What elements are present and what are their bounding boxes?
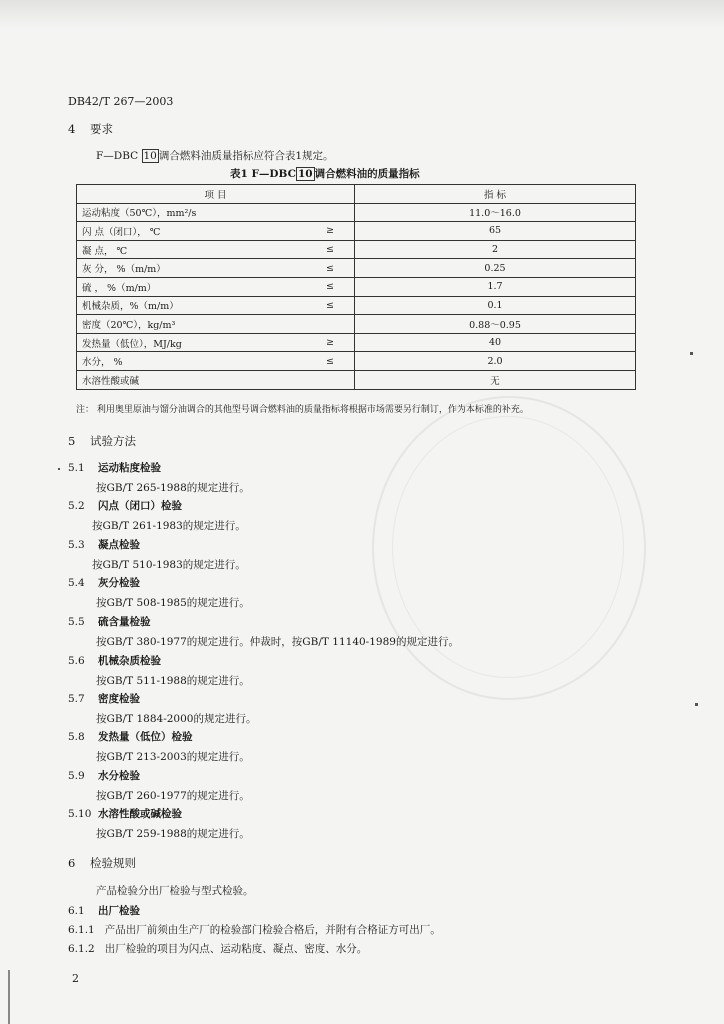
subsection-title: 水分检验 — [98, 770, 140, 782]
page-number: 2 — [72, 972, 79, 985]
intro-suffix: 调合燃料油质量指标应符合表1规定。 — [158, 150, 334, 162]
clause-number: 6.1.2 — [68, 943, 95, 955]
scan-shadow — [0, 0, 724, 28]
clause-text: 产品出厂前须由生产厂的检验部门检验合格后，并附有合格证方可出厂。 — [104, 924, 441, 936]
section-4-intro — [96, 148, 334, 163]
subsection-5-7 — [68, 691, 140, 706]
row-operator: ≤ — [306, 240, 355, 259]
subsection-5-6 — [68, 653, 161, 668]
subsection-body: 按GB/T 213-2003的规定进行。 — [96, 751, 250, 763]
row-value: 2.0 — [355, 352, 636, 371]
clause-6-1-1 — [68, 922, 441, 937]
section-6-heading — [68, 855, 136, 871]
row-item: 发热量（低位），MJ/kg — [77, 333, 307, 352]
subsection-5-2 — [68, 498, 182, 513]
subsection-5-8 — [68, 729, 193, 744]
row-item: 灰 分， %（m/m） — [77, 259, 307, 278]
subsection-number: 5.1 — [68, 462, 85, 474]
scan-edge-line — [8, 970, 10, 1024]
row-value: 0.25 — [355, 259, 636, 278]
subsection-number: 5.6 — [68, 655, 85, 667]
subsection-number: 6.1 — [68, 905, 85, 917]
table-row — [77, 203, 636, 222]
section-6-intro: 产品检验分出厂检验与型式检验。 — [96, 885, 254, 897]
subsection-title: 硫含量检验 — [98, 616, 151, 628]
table-row — [77, 333, 636, 352]
subsection-title: 灰分检验 — [98, 577, 140, 589]
subsection-number: 5.9 — [68, 770, 85, 782]
table-row — [77, 259, 636, 278]
row-value: 无 — [355, 370, 636, 389]
clause-text: 出厂检验的项目为闪点、运动粘度、凝点、密度、水分。 — [104, 943, 368, 955]
row-value: 11.0～16.0 — [355, 203, 636, 222]
row-operator: ≤ — [306, 296, 355, 315]
subsection-number: 5.8 — [68, 731, 85, 743]
row-operator — [306, 203, 355, 222]
row-value: 2 — [355, 240, 636, 259]
subsection-body: 按GB/T 508-1985的规定进行。 — [96, 597, 250, 609]
caption-suffix: 调合燃料油的质量指标 — [314, 168, 420, 180]
row-item: 密度（20℃），kg/m³ — [77, 315, 307, 334]
subsection-body: 按GB/T 265-1988的规定进行。 — [96, 482, 250, 494]
intro-prefix: F—DBC — [96, 150, 139, 162]
table-note: 注： 利用奥里原油与馏分油调合的其他型号调合燃料油的质量指标将根据市场需要另行制订，作为本标准的补充。 — [76, 405, 529, 415]
subsection-number: 5.3 — [68, 539, 85, 551]
clause-number: 6.1.1 — [68, 924, 95, 936]
subsection-body: 按GB/T 510-1983的规定进行。 — [92, 559, 246, 571]
section-5-heading — [68, 433, 136, 449]
subsection-5-5 — [68, 614, 151, 629]
subsection-body: 按GB/T 259-1988的规定进行。 — [96, 828, 250, 840]
quality-spec-table — [76, 184, 636, 390]
subsection-number: 5.2 — [68, 500, 85, 512]
row-item: 水分， % — [77, 352, 307, 371]
row-item: 硫 ， %（m/m） — [77, 277, 307, 296]
section-number: 5 — [68, 434, 76, 448]
subsection-title: 机械杂质检验 — [98, 655, 161, 667]
row-value: 40 — [355, 333, 636, 352]
table-row — [77, 222, 636, 241]
row-value: 1.7 — [355, 277, 636, 296]
table-row — [77, 240, 636, 259]
row-operator: ≥ — [306, 222, 355, 241]
subsection-title: 出厂检验 — [98, 905, 140, 917]
row-operator — [306, 370, 355, 389]
subsection-6-1 — [68, 903, 140, 918]
row-value: 0.88～0.95 — [355, 315, 636, 334]
subsection-5-10 — [68, 806, 182, 821]
row-operator: ≥ — [306, 333, 355, 352]
row-item: 凝 点， ℃ — [77, 240, 307, 259]
row-item: 水溶性酸或碱 — [77, 370, 307, 389]
section-title: 检验规则 — [89, 856, 136, 870]
subsection-body: 按GB/T 260-1977的规定进行。 — [96, 790, 250, 802]
row-operator: ≤ — [306, 352, 355, 371]
clause-6-1-2 — [68, 941, 367, 956]
subsection-body: 按GB/T 380-1977的规定进行。仲裁时，按GB/T 11140-1989的规定进行。 — [96, 636, 459, 648]
row-item: 机械杂质，%（m/m） — [77, 296, 307, 315]
subsection-title: 凝点检验 — [98, 539, 140, 551]
row-operator: ≤ — [306, 277, 355, 296]
table-row — [77, 296, 636, 315]
subsection-body: 按GB/T 1884-2000的规定进行。 — [96, 713, 257, 725]
section-title: 试验方法 — [89, 434, 136, 448]
subsection-number: 5.5 — [68, 616, 85, 628]
section-number: 4 — [68, 122, 76, 136]
subsection-number: 5.4 — [68, 577, 85, 589]
header-spec: 指 标 — [355, 185, 636, 204]
document-code: DB42/T 267—2003 — [68, 95, 174, 108]
section-number: 6 — [68, 856, 76, 870]
subsection-body: 按GB/T 511-1988的规定进行。 — [96, 675, 250, 687]
subsection-title: 运动粘度检验 — [98, 462, 161, 474]
section-title: 要求 — [89, 122, 113, 136]
scan-speck — [695, 703, 698, 706]
row-operator — [306, 315, 355, 334]
scan-speck — [690, 352, 693, 355]
table-header-row — [77, 185, 636, 204]
table-row — [77, 370, 636, 389]
table-row — [77, 352, 636, 371]
row-value: 0.1 — [355, 296, 636, 315]
scan-speck — [58, 468, 60, 470]
table-caption — [230, 166, 420, 181]
subsection-5-9 — [68, 768, 140, 783]
header-item: 项 目 — [77, 185, 355, 204]
subsection-5-3 — [68, 537, 140, 552]
subsection-5-1 — [68, 460, 161, 475]
table-row — [77, 277, 636, 296]
intro-boxed-code: 10 — [143, 150, 157, 162]
subsection-title: 闪点（闭口）检验 — [98, 500, 182, 512]
row-operator: ≤ — [306, 259, 355, 278]
subsection-number: 5.10 — [68, 808, 92, 820]
caption-prefix: 表1 F—DBC — [230, 168, 296, 180]
subsection-title: 密度检验 — [98, 693, 140, 705]
table-row — [77, 315, 636, 334]
subsection-body: 按GB/T 261-1983的规定进行。 — [92, 520, 246, 532]
row-value: 65 — [355, 222, 636, 241]
subsection-title: 发热量（低位）检验 — [98, 731, 193, 743]
row-item: 运动粘度（50℃），mm²/s — [77, 203, 307, 222]
subsection-5-4 — [68, 575, 140, 590]
caption-boxed-code: 10 — [297, 168, 313, 180]
section-4-heading — [68, 121, 113, 137]
subsection-number: 5.7 — [68, 693, 85, 705]
row-item: 闪 点（闭口）， ℃ — [77, 222, 307, 241]
subsection-title: 水溶性酸或碱检验 — [98, 808, 182, 820]
